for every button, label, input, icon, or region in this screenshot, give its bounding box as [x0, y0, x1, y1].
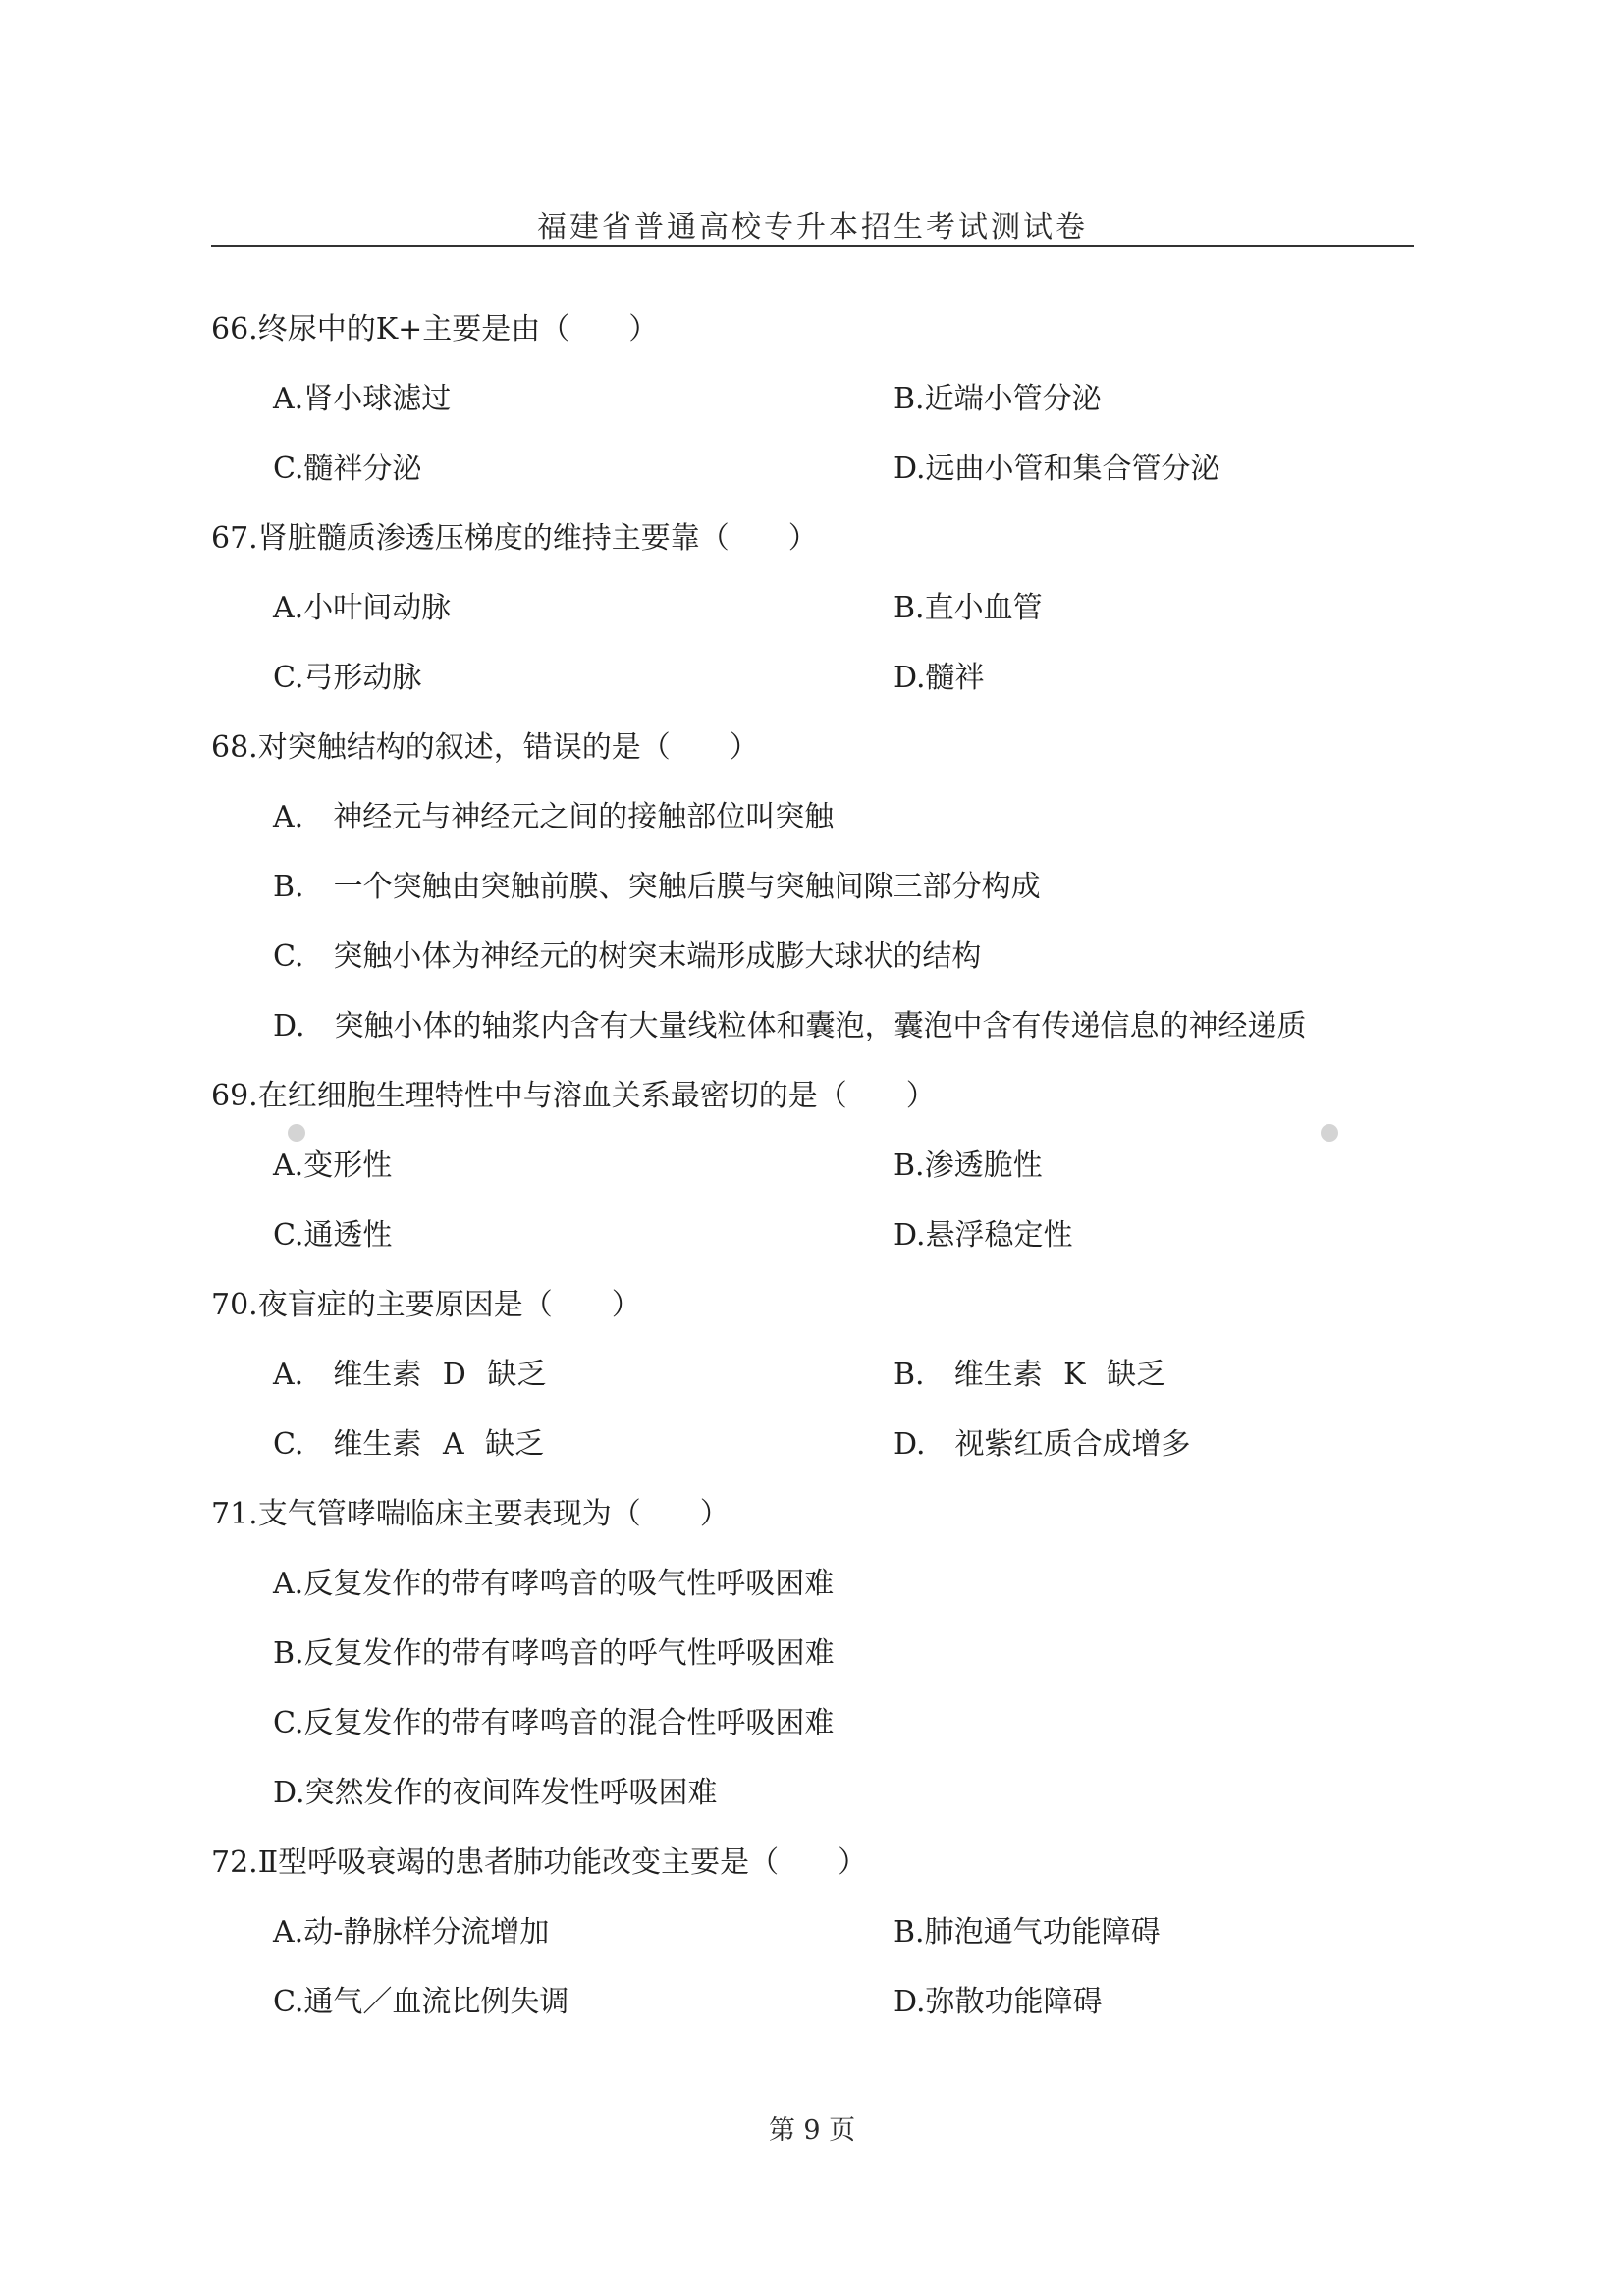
question-71-option-c-row: [211, 1688, 1414, 1758]
question-70-option-b[interactable]: B. 维生素 K 缺乏: [893, 1358, 1166, 1392]
page-header-title: 福建省普通高校专升本招生考试测试卷: [537, 210, 1088, 244]
scan-mark-right: [1321, 1124, 1338, 1142]
question-67-options-row-2: [211, 643, 1414, 713]
question-66-option-b[interactable]: B.近端小管分泌: [893, 382, 1102, 416]
question-list: [211, 294, 1414, 2037]
question-68-option-d-row: [211, 991, 1414, 1061]
question-68-option-a[interactable]: A. 神经元与神经元之间的接触部位叫突触: [273, 800, 835, 834]
question-72-option-a[interactable]: A.动-静脉样分流增加: [273, 1915, 550, 1949]
question-66-option-a[interactable]: A.肾小球滤过: [273, 382, 452, 416]
page-number: 第 9 页: [768, 2115, 856, 2146]
question-71-option-d[interactable]: D.突然发作的夜间阵发性呼吸困难: [273, 1776, 718, 1810]
question-70-options-row-2: [211, 1410, 1414, 1479]
question-66-stem: 66.终尿中的K+主要是由（ ）: [211, 312, 659, 347]
question-72-option-b[interactable]: B.肺泡通气功能障碍: [893, 1915, 1161, 1949]
question-70-option-c[interactable]: C. 维生素 A 缺乏: [273, 1427, 545, 1462]
question-71-stem: 71.支气管哮喘临床主要表现为（ ）: [211, 1497, 730, 1531]
scan-mark-left: [288, 1124, 305, 1142]
question-67-option-a[interactable]: A.小叶间动脉: [273, 591, 452, 625]
question-66-options-row-2: [211, 434, 1414, 504]
question-68-stem: 68.对突触结构的叙述，错误的是（ ）: [211, 730, 759, 765]
question-71-option-a[interactable]: A.反复发作的带有哮鸣音的吸气性呼吸困难: [273, 1567, 835, 1601]
header-divider: [211, 245, 1414, 247]
question-71-option-b[interactable]: B.反复发作的带有哮鸣音的呼气性呼吸困难: [273, 1636, 835, 1671]
question-68-option-a-row: [211, 782, 1414, 852]
question-69-options-row-2: [211, 1201, 1414, 1270]
question-68-option-c[interactable]: C. 突触小体为神经元的树突末端形成膨大球状的结构: [273, 939, 982, 974]
question-70-option-a[interactable]: A. 维生素 D 缺乏: [273, 1358, 547, 1392]
question-72-stem: 72.Ⅱ型呼吸衰竭的患者肺功能改变主要是（ ）: [211, 1845, 868, 1880]
question-67-option-c[interactable]: C.弓形动脉: [273, 661, 422, 695]
question-66-option-c[interactable]: C.髓袢分泌: [273, 452, 422, 486]
question-69-stem: 69.在红细胞生理特性中与溶血关系最密切的是（ ）: [211, 1079, 936, 1113]
question-71-option-c[interactable]: C.反复发作的带有哮鸣音的混合性呼吸困难: [273, 1706, 835, 1740]
question-69-option-d[interactable]: D.悬浮稳定性: [893, 1218, 1073, 1253]
question-72-options-row-1: [211, 1897, 1414, 1967]
question-67-option-d[interactable]: D.髓袢: [893, 661, 985, 695]
question-68-option-b[interactable]: B. 一个突触由突触前膜、突触后膜与突触间隙三部分构成: [273, 870, 1041, 904]
question-72-option-c[interactable]: C.通气／血流比例失调: [273, 1985, 569, 2019]
question-69-option-a[interactable]: A.变形性: [273, 1148, 393, 1183]
question-67-stem: 67.肾脏髓质渗透压梯度的维持主要靠（ ）: [211, 521, 818, 556]
question-67-option-b[interactable]: B.直小血管: [893, 591, 1043, 625]
question-69-option-c[interactable]: C.通透性: [273, 1218, 393, 1253]
question-68-option-c-row: [211, 922, 1414, 991]
question-69-option-b[interactable]: B.渗透脆性: [893, 1148, 1043, 1183]
question-71-option-d-row: [211, 1758, 1414, 1828]
question-71-option-b-row: [211, 1619, 1414, 1688]
question-71-option-a-row: [211, 1549, 1414, 1619]
question-68-option-b-row: [211, 852, 1414, 922]
question-72-option-d[interactable]: D.弥散功能障碍: [893, 1985, 1103, 2019]
question-66-options-row-1: [211, 364, 1414, 434]
question-70-options-row-1: [211, 1340, 1414, 1410]
question-66-option-d[interactable]: D.远曲小管和集合管分泌: [893, 452, 1220, 486]
question-67-options-row-1: [211, 573, 1414, 643]
question-72-options-row-2: [211, 1967, 1414, 2037]
question-69-options-row-1: [211, 1131, 1414, 1201]
question-68-option-d[interactable]: D. 突触小体的轴浆内含有大量线粒体和囊泡，囊泡中含有传递信息的神经递质: [273, 1009, 1307, 1043]
question-70-option-d[interactable]: D. 视紫红质合成增多: [893, 1427, 1191, 1462]
question-70-stem: 70.夜盲症的主要原因是（ ）: [211, 1288, 641, 1322]
